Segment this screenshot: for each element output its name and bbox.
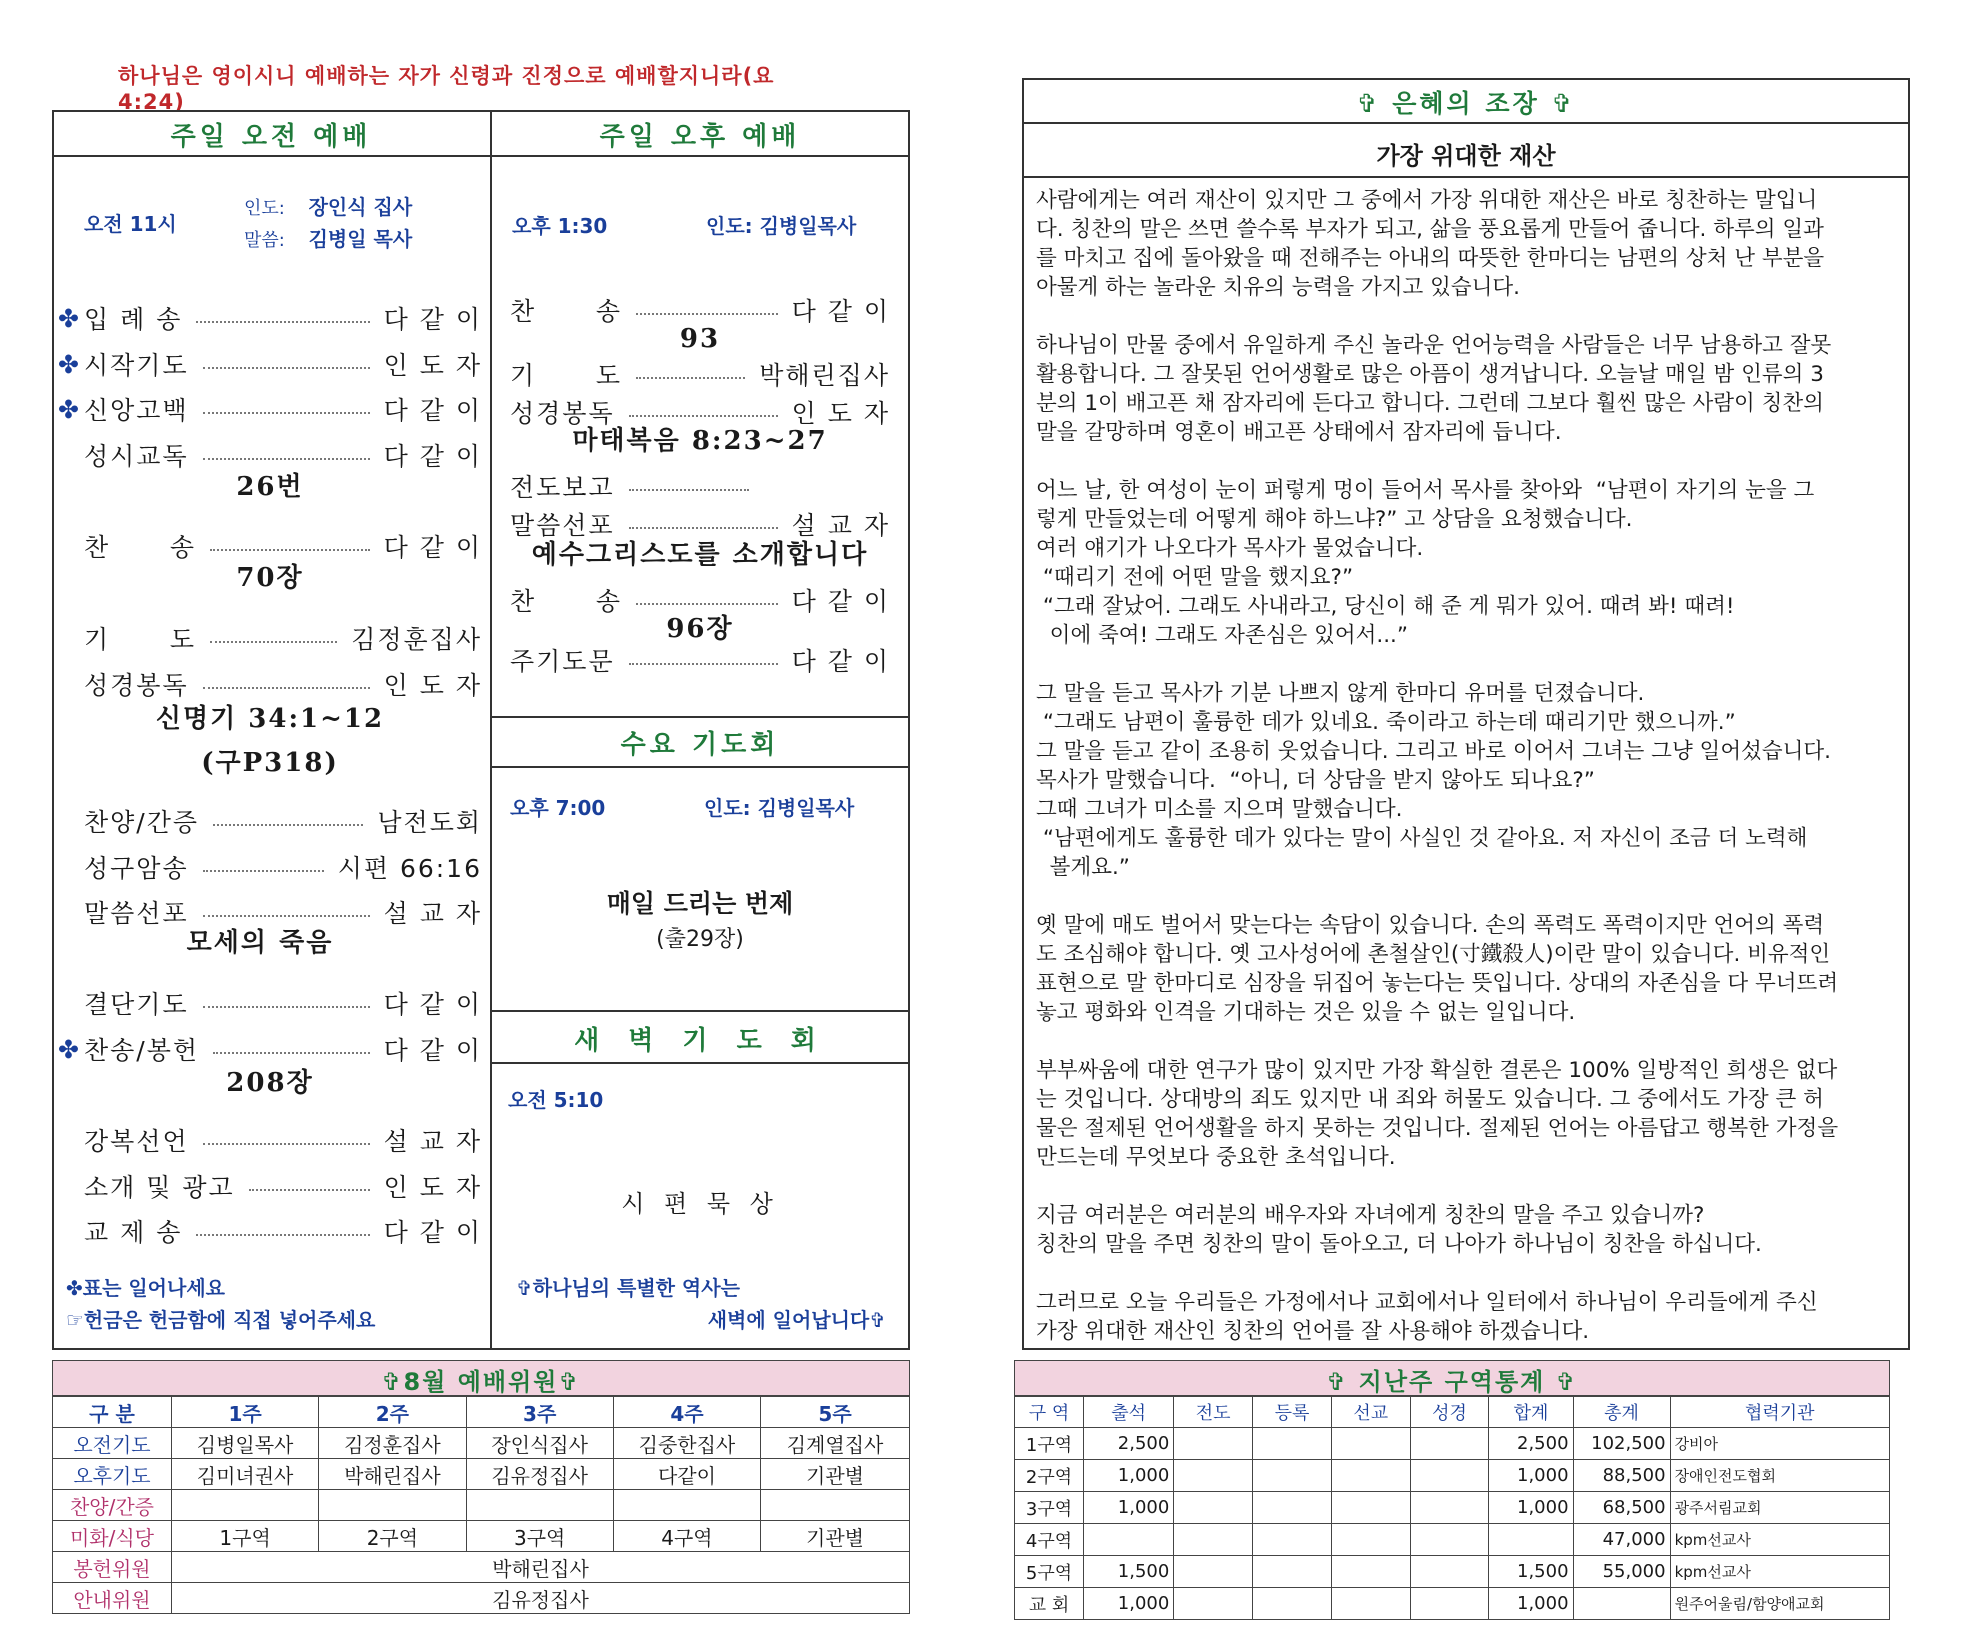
- servants-cell: 기관별: [761, 1521, 910, 1552]
- stats-cell: 68,500: [1573, 1492, 1670, 1524]
- order-label: 교 제 송: [84, 1218, 183, 1247]
- stand-mark-icon: ✤: [58, 349, 81, 379]
- order-label: 찬 송: [510, 297, 622, 326]
- order-label: 주기도문: [510, 647, 615, 676]
- dawn-footer-1: ✞하나님의 특별한 역사는: [516, 1276, 740, 1300]
- order-label: 성경봉독: [510, 399, 615, 428]
- order-value: 박해린집사: [759, 361, 890, 390]
- stats-cell: [1410, 1524, 1489, 1556]
- stats-cell: kpm선교사: [1670, 1524, 1889, 1556]
- afternoon-sermon-title: 예수그리스도를 소개합니다: [531, 540, 869, 570]
- servants-cell: 김계열집사: [761, 1428, 910, 1459]
- order-label: 말씀선포: [510, 511, 615, 540]
- grace-line: 아물게 하는 놀라운 치유의 능력을 가지고 있습니다.: [1036, 275, 1520, 300]
- stats-header-cell: 총계: [1573, 1397, 1670, 1428]
- stats-cell: 1,000: [1083, 1492, 1173, 1524]
- stats-cell: [1253, 1492, 1332, 1524]
- grace-paragraph: [1036, 1288, 1896, 1346]
- grace-line: 분의 1이 배고픈 채 잠자리에 든다고 합니다. 그런데 그보다 훨씬 많은 사람이 칭찬의: [1036, 391, 1824, 416]
- afternoon-scripture: 마태복음 8:23~27: [572, 426, 828, 456]
- stats-cell: 1,000: [1489, 1492, 1573, 1524]
- servants-cell: 장인식집사: [466, 1428, 613, 1459]
- grace-line: “남편에게도 훌륭한 데가 있다는 말이 사실인 것 같아요. 저 자신이 조금 더 노력해: [1036, 826, 1808, 851]
- order-value: 다 같 이: [791, 297, 890, 326]
- grace-line: 어느 날, 한 여성이 눈이 퍼렇게 멍이 들어서 목사를 찾아와 “남편이 자기의 눈을 그: [1036, 478, 1815, 503]
- stats-row: [1015, 1556, 1890, 1588]
- servants-cell: 기관별: [761, 1459, 910, 1490]
- leader-dots: [636, 377, 745, 379]
- stats-cell: 강비아: [1670, 1428, 1889, 1460]
- stats-cell: [1331, 1460, 1410, 1492]
- stats-row: [1015, 1492, 1890, 1524]
- stats-row: [1015, 1428, 1890, 1460]
- stats-cell: 원주어울림/함양애교회: [1670, 1588, 1889, 1620]
- grace-paragraph: [1036, 476, 1896, 650]
- grace-line: 목사가 말했습니다. “아니, 더 상담을 받지 않아도 되나요?”: [1036, 768, 1595, 793]
- servants-cell: 4구역: [613, 1521, 760, 1552]
- morning-leader-label: 인도:: [244, 198, 285, 219]
- grace-line: 가장 위대한 재산인 칭찬의 언어를 잘 사용해야 하겠습니다.: [1036, 1319, 1590, 1344]
- servants-header-cell: 4주: [613, 1397, 760, 1428]
- stand-note: ✤표는 일어나세요: [66, 1276, 225, 1300]
- order-value: 다 같 이: [383, 442, 482, 471]
- order-label: 전도보고: [510, 473, 615, 502]
- order-label: 성경봉독: [84, 671, 189, 700]
- grace-line: 하나님이 만물 중에서 유일하게 주신 놀라운 언어능력을 사람들은 너무 남용하고 잘못: [1036, 333, 1832, 358]
- servants-row-label: 안내위원: [53, 1583, 172, 1614]
- servants-header-cell: 구 분: [53, 1397, 172, 1428]
- leader-dots: [629, 527, 778, 529]
- leader-dots: [203, 1006, 370, 1008]
- servants-row: [53, 1552, 910, 1583]
- stats-cell: [1174, 1460, 1253, 1492]
- servants-cell: 김유정집사: [466, 1459, 613, 1490]
- stats-header-cell: 등록: [1253, 1397, 1332, 1428]
- morning-preacher: 김병일 목사: [308, 227, 413, 251]
- order-label: 입 례 송: [84, 305, 183, 334]
- grace-line: 말을 갈망하며 영혼이 배고픈 상태에서 잠자리에 듭니다.: [1036, 420, 1562, 445]
- order-value: 다 같 이: [383, 305, 482, 334]
- stats-cell: [1253, 1460, 1332, 1492]
- servants-cell: 다같이: [613, 1459, 760, 1490]
- stats-cell: [1253, 1428, 1332, 1460]
- stats-cell: [1410, 1460, 1489, 1492]
- stats-cell: 1,500: [1489, 1556, 1573, 1588]
- grace-line: 렇게 만들었는데 어떻게 해야 하느냐?” 고 상담을 요청했습니다.: [1036, 507, 1633, 532]
- afternoon-hymn-96: 96장: [666, 614, 734, 644]
- morning-order-item: [58, 300, 482, 336]
- grace-subtitle: 가장 위대한 재산: [1376, 142, 1556, 170]
- stats-cell: 1,500: [1083, 1556, 1173, 1588]
- dawn-footer-2: 새벽에 일어납니다✞: [707, 1308, 886, 1332]
- stats-cell: [1174, 1588, 1253, 1620]
- servants-row-label: 미화/식당: [53, 1521, 172, 1552]
- grace-paragraph: [1036, 911, 1896, 1027]
- stats-row: [1015, 1588, 1890, 1620]
- leader-dots: [196, 1234, 369, 1236]
- stats-header-cell: 협력기관: [1670, 1397, 1889, 1428]
- servants-header-cell: 5주: [761, 1397, 910, 1428]
- morning-hymn-70: 70장: [236, 563, 304, 593]
- order-label: 찬송/봉헌: [84, 1036, 200, 1065]
- order-value: 다 같 이: [383, 396, 482, 425]
- morning-order-item: [58, 1213, 482, 1249]
- grace-paragraph: [1036, 186, 1896, 302]
- grace-paragraph: [1036, 1056, 1896, 1172]
- leader-dots: [629, 415, 778, 417]
- stats-cell: [1331, 1492, 1410, 1524]
- morning-leader: 장인식 집사: [308, 195, 413, 219]
- order-value: 남전도회: [377, 808, 482, 837]
- stats-cell: [1410, 1428, 1489, 1460]
- servants-row: [53, 1521, 910, 1552]
- grace-line: 옛 말에 매도 벌어서 맞는다는 속담이 있습니다. 손의 폭력도 폭력이지만 언어의 폭력: [1036, 913, 1825, 938]
- stats-cell: 47,000: [1573, 1524, 1670, 1556]
- stats-header-cell: 성경: [1410, 1397, 1489, 1428]
- leader-dots: [203, 412, 370, 414]
- grace-line: “그래도 남편이 훌륭한 데가 있네요. 죽이라고 하는데 때리기만 했으니까.”: [1036, 710, 1736, 735]
- wednesday-time: 오후 7:00: [510, 796, 606, 820]
- servants-cell: [171, 1490, 318, 1521]
- leader-dots: [629, 489, 749, 491]
- dawn-time: 오전 5:10: [508, 1088, 604, 1112]
- order-label: 기 도: [84, 625, 196, 654]
- stats-cell: [1573, 1588, 1670, 1620]
- morning-order-item: [58, 391, 482, 427]
- grace-line: 칭찬의 말을 주면 칭찬의 말이 돌아오고, 더 나아가 하나님이 칭찬을 하십니다.: [1036, 1232, 1762, 1257]
- leader-dots: [196, 321, 369, 323]
- leader-dots: [203, 915, 370, 917]
- header-verse: 하나님은 영이시니 예배하는 자가 신령과 진정으로 예배할지니라(요4:24): [118, 64, 775, 114]
- servants-cell: 김유정집사: [171, 1583, 909, 1614]
- stats-cell: 88,500: [1573, 1460, 1670, 1492]
- stats-cell: 2,500: [1083, 1428, 1173, 1460]
- order-value: 다 같 이: [383, 1036, 482, 1065]
- morning-scripture-old: (구P318): [201, 748, 339, 778]
- order-value: 인 도 자: [791, 399, 890, 428]
- grace-paragraph: [1036, 1201, 1896, 1259]
- grace-paragraph: [1036, 679, 1896, 882]
- stand-mark-icon: ✤: [58, 303, 81, 333]
- grace-line: 도 조심해야 합니다. 옛 고사성어에 촌철살인(寸鐵殺人)이란 말이 있습니다. 비유적인: [1036, 942, 1831, 967]
- order-value: 다 같 이: [791, 647, 890, 676]
- morning-sermon-title: 모세의 죽음: [186, 928, 334, 958]
- order-value: 인 도 자: [383, 1173, 482, 1202]
- order-value: 다 같 이: [383, 533, 482, 562]
- stats-cell: [1410, 1556, 1489, 1588]
- grace-line: 물은 절제된 언어생활을 하지 못하는 것입니다. 절제된 언어는 아름답고 행복한 가정을: [1036, 1116, 1839, 1141]
- order-label: 찬양/간증: [84, 808, 200, 837]
- leader-dots: [210, 549, 370, 551]
- servants-row-label: 오후기도: [53, 1459, 172, 1490]
- stats-cell: 4구역: [1015, 1524, 1084, 1556]
- servants-row-label: 봉헌위원: [53, 1552, 172, 1583]
- afternoon-service-title: 주일 오후 예배: [599, 122, 801, 152]
- stats-cell: [1331, 1588, 1410, 1620]
- morning-service-title: 주일 오전 예배: [170, 122, 372, 152]
- servants-cell: [319, 1490, 466, 1521]
- grace-line: “때리기 전에 어떤 말을 했지요?”: [1036, 565, 1354, 590]
- stats-header-cell: 구 역: [1015, 1397, 1084, 1428]
- grace-paragraph: [1036, 331, 1896, 447]
- wednesday-title: 수요 기도회: [620, 730, 780, 760]
- grace-line: 를 마치고 집에 돌아왔을 때 전해주는 아내의 따뜻한 한마디는 남편의 상처 난 부분을: [1036, 246, 1825, 271]
- order-label: 성구암송: [84, 854, 189, 883]
- grace-line: 부부싸움에 대한 연구가 많이 있지만 가장 확실한 결론은 100% 일방적인 희생은 없다: [1036, 1058, 1838, 1083]
- servants-row: [53, 1428, 910, 1459]
- order-label: 강복선언: [84, 1127, 189, 1156]
- morning-order-item: [58, 346, 482, 382]
- order-label: 시작기도: [84, 351, 189, 380]
- grace-title: ✞ 은혜의 조장 ✞: [1356, 89, 1576, 118]
- stats-cell: 광주서림교회: [1670, 1492, 1889, 1524]
- stats-cell: [1253, 1556, 1332, 1588]
- stats-cell: 교 회: [1015, 1588, 1084, 1620]
- stats-header-cell: 선교: [1331, 1397, 1410, 1428]
- morning-order-item: [58, 803, 482, 839]
- stats-cell: [1253, 1524, 1332, 1556]
- stats-cell: [1174, 1524, 1253, 1556]
- servants-cell: [466, 1490, 613, 1521]
- grace-line: 활용합니다. 그 잘못된 언어생활로 많은 아픔이 생겨납니다. 오늘날 매일 밤 인류의 3: [1036, 362, 1824, 387]
- order-label: 찬 송: [84, 533, 196, 562]
- servants-row: [53, 1490, 910, 1521]
- stats-header-cell: 출석: [1083, 1397, 1173, 1428]
- leader-dots: [203, 687, 370, 689]
- grace-line: 다. 칭찬의 말은 쓰면 쓸수록 부자가 되고, 삶을 풍요롭게 만들어 줍니다. 하루의 일과: [1036, 217, 1824, 242]
- morning-order-item: [58, 666, 482, 702]
- grace-line: 만드는데 무엇보다 중요한 초석입니다.: [1036, 1145, 1396, 1170]
- stats-cell: 55,000: [1573, 1556, 1670, 1588]
- grace-line: 지금 여러분은 여러분의 배우자와 자녀에게 칭찬의 말을 주고 있습니까?: [1036, 1203, 1705, 1228]
- servants-cell: 김미녀권사: [171, 1459, 318, 1490]
- stats-cell: 1,000: [1083, 1588, 1173, 1620]
- order-value: 인 도 자: [383, 351, 482, 380]
- leader-dots: [203, 367, 370, 369]
- stats-cell: [1253, 1588, 1332, 1620]
- servants-header-cell: 3주: [466, 1397, 613, 1428]
- grace-body: [1036, 186, 1896, 1375]
- servants-table: [52, 1396, 910, 1614]
- morning-order-item: [58, 985, 482, 1021]
- wednesday-leader: 인도: 김병일목사: [704, 796, 855, 820]
- servants-cell: 박해린집사: [171, 1552, 909, 1583]
- leader-dots: [213, 824, 363, 826]
- servants-cell: 3구역: [466, 1521, 613, 1552]
- order-value: 다 같 이: [383, 990, 482, 1019]
- afternoon-order-item: [510, 468, 890, 504]
- order-value: 인 도 자: [383, 671, 482, 700]
- grace-line: 그 말을 듣고 목사가 기분 나쁘지 않게 한마디 유머를 던졌습니다.: [1036, 681, 1645, 706]
- stats-cell: 1,000: [1083, 1460, 1173, 1492]
- leader-dots: [213, 1052, 370, 1054]
- stats-cell: 1,000: [1489, 1460, 1573, 1492]
- stats-row: [1015, 1460, 1890, 1492]
- order-label: 기 도: [510, 361, 622, 390]
- grace-line: 사람에게는 여러 재산이 있지만 그 중에서 가장 위대한 재산은 바로 칭찬하는 말입니: [1036, 188, 1818, 213]
- leader-dots: [203, 458, 370, 460]
- morning-order-item: [58, 1122, 482, 1158]
- stats-cell: [1410, 1492, 1489, 1524]
- leader-dots: [203, 870, 324, 872]
- stats-cell: [1489, 1524, 1573, 1556]
- servants-cell: [613, 1490, 760, 1521]
- order-label: 신앙고백: [84, 396, 189, 425]
- order-label: 소개 및 광고: [84, 1173, 235, 1202]
- grace-line: 볼게요.”: [1036, 855, 1130, 880]
- leader-dots: [636, 313, 778, 315]
- servants-row-label: 오전기도: [53, 1428, 172, 1459]
- afternoon-order-item: [510, 292, 890, 328]
- grace-line: 는 것입니다. 상대방의 죄도 있지만 내 죄와 허물도 있습니다. 그 중에서도 가장 큰 허: [1036, 1087, 1824, 1112]
- stats-cell: 102,500: [1573, 1428, 1670, 1460]
- stats-cell: 2구역: [1015, 1460, 1084, 1492]
- order-value: 김정훈집사: [351, 625, 482, 654]
- servants-cell: 박해린집사: [319, 1459, 466, 1490]
- dawn-content: 시 편 묵 상: [621, 1190, 779, 1218]
- grace-line: “그래 잘났어. 그래도 사내라고, 당신이 해 준 게 뭐가 있어. 때려 봐! 때려!: [1036, 594, 1735, 619]
- stats-header-cell: 전도: [1174, 1397, 1253, 1428]
- servants-row: [53, 1583, 910, 1614]
- grace-line: 그때 그녀가 미소를 지으며 말했습니다.: [1036, 797, 1403, 822]
- servants-cell: 김중한집사: [613, 1428, 760, 1459]
- stats-cell: 2,500: [1489, 1428, 1573, 1460]
- afternoon-hymn-93: 93: [679, 324, 721, 354]
- morning-order-item: [58, 620, 482, 656]
- stats-cell: 1,000: [1489, 1588, 1573, 1620]
- stats-cell: 5구역: [1015, 1556, 1084, 1588]
- order-value: 설 교 자: [791, 511, 890, 540]
- stats-cell: [1174, 1492, 1253, 1524]
- grace-line: 여러 얘기가 나오다가 목사가 물었습니다.: [1036, 536, 1424, 561]
- morning-hymn-208: 208장: [226, 1068, 314, 1098]
- stats-cell: [1083, 1524, 1173, 1556]
- stats-cell: 장애인전도협회: [1670, 1460, 1889, 1492]
- morning-order-item: [58, 849, 482, 885]
- dawn-title: 새 벽 기 도 회: [574, 1026, 826, 1056]
- stats-cell: [1331, 1556, 1410, 1588]
- afternoon-order-item: [510, 642, 890, 678]
- stats-cell: [1174, 1556, 1253, 1588]
- afternoon-time: 오후 1:30: [512, 214, 608, 238]
- morning-hymn-26: 26번: [236, 472, 304, 502]
- stats-row: [1015, 1524, 1890, 1556]
- wednesday-sermon-title: 매일 드리는 번제: [606, 889, 794, 918]
- grace-line: 그 말을 듣고 같이 조용히 웃었습니다. 그리고 바로 이어서 그녀는 그냥 일어섰습니다.: [1036, 739, 1831, 764]
- order-value: 시편 66:16: [337, 854, 482, 883]
- stats-cell: [1331, 1428, 1410, 1460]
- stats-title: ✞ 지난주 구역통계 ✞: [1326, 1368, 1578, 1396]
- stats-cell: 3구역: [1015, 1492, 1084, 1524]
- order-label: 찬 송: [510, 587, 622, 616]
- servants-header-cell: 2주: [319, 1397, 466, 1428]
- leader-dots: [636, 603, 778, 605]
- order-label: 말씀선포: [84, 899, 189, 928]
- stats-header-cell: 합계: [1489, 1397, 1573, 1428]
- servants-cell: 1구역: [171, 1521, 318, 1552]
- afternoon-order-item: [510, 356, 890, 392]
- leader-dots: [629, 663, 778, 665]
- servants-header-row: [53, 1397, 910, 1428]
- order-value: 설 교 자: [383, 899, 482, 928]
- servants-title: ✞8월 예배위원✞: [381, 1368, 581, 1396]
- stand-mark-icon: ✤: [58, 1034, 81, 1064]
- servants-cell: 김정훈집사: [319, 1428, 466, 1459]
- leader-dots: [210, 641, 337, 643]
- grace-line: 이에 죽여! 그래도 자존심은 있어서...”: [1036, 623, 1409, 648]
- leader-dots: [249, 1189, 370, 1191]
- grace-line: 놓고 평화와 인격을 기대하는 것은 있을 수 없는 일입니다.: [1036, 1000, 1576, 1025]
- servants-header-cell: 1주: [171, 1397, 318, 1428]
- offering-note: ☞헌금은 헌금함에 직접 넣어주세요: [66, 1308, 376, 1332]
- stats-cell: 1구역: [1015, 1428, 1084, 1460]
- order-label: 결단기도: [84, 990, 189, 1019]
- stats-cell: kpm선교사: [1670, 1556, 1889, 1588]
- servants-row-label: 찬양/간증: [53, 1490, 172, 1521]
- order-label: 성시교독: [84, 442, 189, 471]
- morning-sermon-label: 말씀:: [244, 230, 285, 251]
- afternoon-leader: 인도: 김병일목사: [706, 214, 857, 238]
- stats-table: [1014, 1396, 1890, 1620]
- morning-order-item: [58, 1168, 482, 1204]
- grace-line: 그러므로 오늘 우리들은 가정에서나 교회에서나 일터에서 하나님이 우리들에게 주신: [1036, 1290, 1818, 1315]
- stand-mark-icon: ✤: [58, 394, 81, 424]
- morning-scripture: 신명기 34:1~12: [155, 704, 385, 734]
- stats-header-row: [1015, 1397, 1890, 1428]
- leader-dots: [203, 1143, 370, 1145]
- stats-cell: [1174, 1428, 1253, 1460]
- order-value: 다 같 이: [383, 1218, 482, 1247]
- servants-cell: [761, 1490, 910, 1521]
- order-value: 다 같 이: [791, 587, 890, 616]
- servants-cell: 김병일목사: [171, 1428, 318, 1459]
- grace-line: 표현으로 말 한마디로 심장을 뒤집어 놓는다는 뜻입니다. 상대의 자존심을 다 무너뜨려: [1036, 971, 1839, 996]
- stats-cell: [1331, 1524, 1410, 1556]
- servants-cell: 2구역: [319, 1521, 466, 1552]
- wednesday-scripture: (출29장): [656, 927, 744, 952]
- morning-time: 오전 11시: [84, 212, 177, 236]
- servants-row: [53, 1459, 910, 1490]
- stats-cell: [1410, 1588, 1489, 1620]
- order-value: 설 교 자: [383, 1127, 482, 1156]
